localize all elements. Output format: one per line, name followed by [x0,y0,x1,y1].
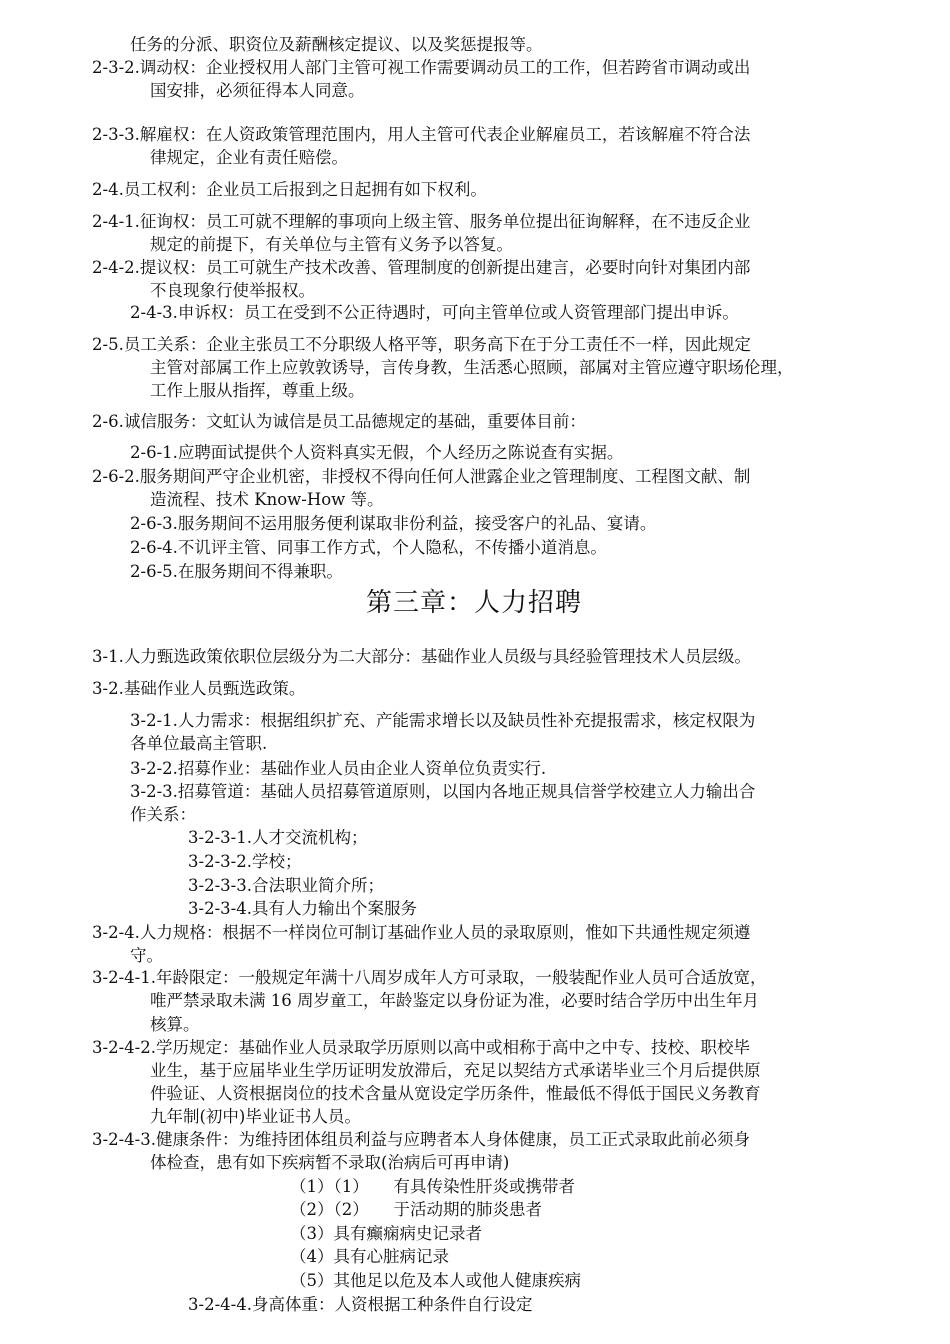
text-line: 体检查，患有如下疾病暂不录取(治病后可再申请) [150,1153,510,1172]
text-line: 3-2-3-4.具有人力输出个案服务 [188,899,417,918]
text-line: 3-2-4-1.年龄限定：一般规定年满十八周岁成年人方可录取，一般装配作业人员可合适放宽， [92,968,767,987]
list-item: （5）其他足以危及本人或他人健康疾病 [290,1271,581,1290]
text-line: 作关系： [130,805,196,824]
text-line: 2-5.员工关系：企业主张员工不分职级人格平等，职务高下在于分工责任不一样，因此规定 [92,335,751,354]
text-line: 工作上服从指挥，尊重上级。 [150,381,365,400]
text-line: 3-2-4-4.身高体重：人资根据工种条件自行设定 [188,1295,533,1314]
chapter-heading: 第三章：人力招聘 [366,588,583,618]
text-line: 业生，基于应届毕业生学历证明发放滞后，充足以契结方式承诺毕业三个月后提供原 [150,1061,761,1080]
text-line: 唯严禁录取未满 16 周岁童工，年龄鉴定以身份证为准，必要时结合学历中出生年月 [150,991,759,1010]
text-line: 律规定，企业有责任赔偿。 [150,148,348,167]
text-line: 2-6-1.应聘面试提供个人资料真实无假，个人经历之陈说查有实据。 [130,443,624,462]
text-line: 2-6-2.服务期间严守企业机密，非授权不得向任何人泄露企业之管理制度、工程图文献、制 [92,467,751,486]
text-line: 3-2-3.招募管道：基础人员招募管道原则，以国内各地正规具信誉学校建立人力输出合 [130,782,756,801]
text-line: 核算。 [150,1015,200,1034]
text-line: 2-6-3.服务期间不运用服务便利谋取非份利益，接受客户的礼品、宴请。 [130,514,657,533]
text-line: 造流程、技术 Know-How 等。 [150,490,384,509]
text-line: 任务的分派、职资位及薪酬核定提议、以及奖惩提报等。 [130,35,543,54]
text-line: 2-6-5.在服务期间不得兼职。 [130,562,343,581]
text-line: 不良现象行使举报权。 [150,281,315,300]
list-item: （1）（1） 有具传染性肝炎或携带者 [290,1177,575,1196]
text-line: 2-4.员工权利：企业员工后报到之日起拥有如下权利。 [92,180,487,199]
text-line: 3-2.基础作业人员甄选政策。 [92,679,306,698]
text-line: 国安排，必须征得本人同意。 [150,81,365,100]
text-line: 守。 [130,946,163,965]
text-line: 3-2-2.招募作业：基础作业人员由企业人资单位负责实行. [130,759,547,778]
text-line: 件验证、人资根据岗位的技术含量从宽设定学历条件，惟最低不得低于国民义务教育 [150,1084,761,1103]
text-line: 2-4-3.申诉权：员工在受到不公正待遇时，可向主管单位或人资管理部门提出申诉。 [130,303,739,322]
list-item: （3）具有癫痫病史记录者 [290,1224,482,1243]
text-line: 3-2-3-1.人才交流机构； [188,828,368,847]
text-line: 规定的前提下，有关单位与主管有义务予以答复。 [150,235,513,254]
text-line: 3-2-1.人力需求：根据组织扩充、产能需求增长以及缺员性补充提报需求，核定权限为 [130,711,756,730]
text-line: 2-3-3.解雇权：在人资政策管理范围内，用人主管可代表企业解雇员工，若该解雇不符合法 [92,125,751,144]
text-line: 2-4-1.征询权：员工可就不理解的事项向上级主管、服务单位提出征询解释，在不违反企业 [92,212,751,231]
text-line: 3-2-3-3.合法职业简介所； [188,876,384,895]
text-line: 3-1.人力甄选政策依职位层级分为二大部分：基础作业人员级与具经验管理技术人员层级。 [92,647,751,666]
text-line: 2-6-4.不讥评主管、同事工作方式，个人隐私，不传播小道消息。 [130,538,607,557]
text-line: 2-3-2.调动权：企业授权用人部门主管可视工作需要调动员工的工作，但若跨省市调动或出 [92,58,751,77]
text-line: 九年制(初中)毕业证书人员。 [150,1107,361,1126]
text-line: 2-4-2.提议权：员工可就生产技术改善、管理制度的创新提出建言，必要时向针对集团内部 [92,258,751,277]
text-line: 各单位最高主管职. [130,734,268,753]
text-line: 3-2-4-3.健康条件：为维持团体组员利益与应聘者本人身体健康，员工正式录取此前必须身 [92,1130,750,1149]
text-line: 主管对部属工作上应敦敦诱导，言传身教，生活悉心照顾，部属对主管应遵守职场伦理， [150,358,794,377]
list-item: （4）具有心脏病记录 [290,1247,449,1266]
text-line: 3-2-4.人力规格：根据不一样岗位可制订基础作业人员的录取原则，惟如下共通性规定须遵 [92,923,751,942]
text-line: 3-2-4-2.学历规定：基础作业人员录取学历原则以高中或相称于高中之中专、技校、职校毕 [92,1038,750,1057]
list-item: （2）（2） 于活动期的肺炎患者 [290,1200,542,1219]
text-line: 3-2-3-2.学校； [188,852,302,871]
text-line: 2-6.诚信服务：文虹认为诚信是员工品德规定的基础，重要体目前： [92,412,586,431]
